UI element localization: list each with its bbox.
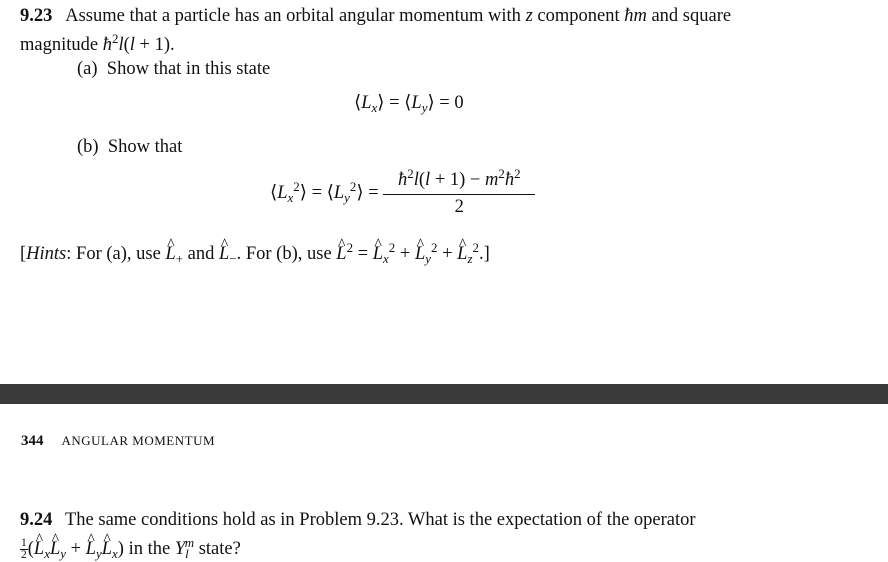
problem-number: 9.24 — [20, 510, 53, 530]
part-b-text: Show that — [107, 137, 183, 157]
part-a-text: Show that in this state — [106, 59, 271, 79]
problem-9-23-line1 — [20, 6, 731, 27]
part-b-label: (b) — [77, 137, 99, 157]
problem-number: 9.23 — [20, 6, 53, 26]
hints: [Hints: For (a), use ^ $L_+$ and ^ $L_-$. For (b), use ^ $L^2$ = ^ $L_x^2$ + ^ $L_y^2$ + ^ $L_z^2$.] — [20, 240, 490, 267]
problem-statement-line1: The same conditions hold as in Problem 9.23. What is the expectation of the operator — [65, 510, 696, 530]
running-head: ANGULAR MOMENTUM — [61, 433, 216, 448]
part-a-label: (a) — [77, 59, 98, 79]
page-break-bar — [0, 384, 888, 404]
problem-statement-line1: Assume that a particle has an orbital angular momentum with z component ħm and square — [57, 6, 732, 26]
equation-b-denominator: 2 — [454, 197, 464, 218]
page-number: 344 — [21, 433, 44, 449]
page-header — [21, 432, 215, 450]
part-b — [77, 137, 182, 158]
problem-9-23-line2: magnitude $ħ^2l(l + 1)$. — [20, 31, 175, 56]
problem-9-24-line2: $\frac{1}{2}$ (^ $L_x\^{}$ $L_y$ + ^ $L_y\^{}$ $L_x$) in the $Y_l^m$ state? — [20, 535, 241, 562]
equation-a: $⟨L_x⟩$ = $⟨L_y⟩ = 0$ — [354, 93, 464, 115]
part-a — [77, 59, 270, 80]
equation-b-fraction: $\frac{ħ^2l(l + 1) - m^2ħ^2}{2}$ — [383, 166, 535, 218]
equation-b: $⟨L_x^2⟩$ = $⟨L_y^2⟩$ = $\frac{ħ^2l(l + 1) - m^2ħ^2}{2}$ — [270, 166, 535, 218]
problem-9-24-line1 — [20, 510, 696, 531]
